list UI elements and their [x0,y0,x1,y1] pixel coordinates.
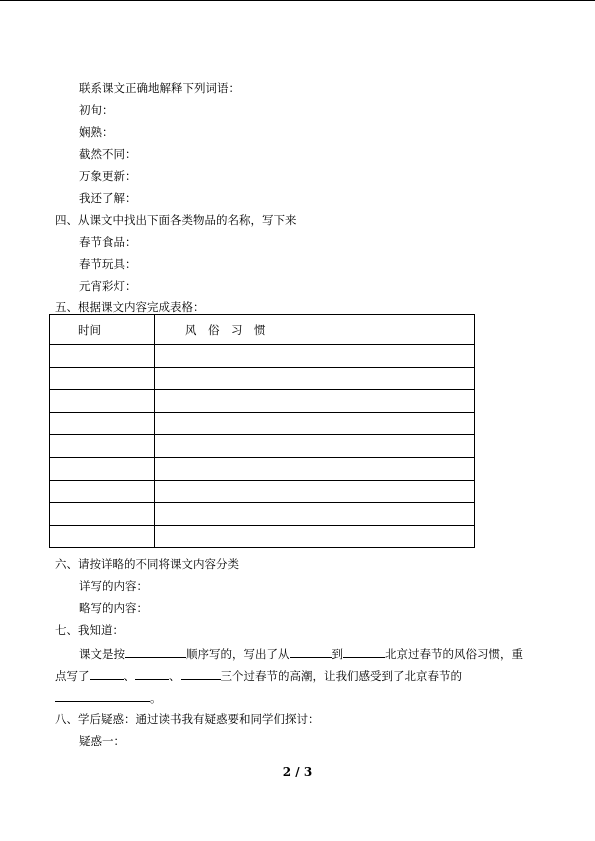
word-item: 我还了解： [79,191,137,205]
time-cell[interactable] [50,435,155,458]
section-4-item: 春节玩具： [79,257,137,271]
section-7-line-2 [55,667,462,684]
section-6-item: 略写的内容： [79,601,148,615]
section-6-item: 详写的内容： [79,579,148,593]
customs-cell[interactable] [155,412,475,435]
customs-cell[interactable] [155,390,475,413]
separator: 、 [169,669,181,683]
text-segment: 顺序写的，写出了从 [186,647,290,661]
time-cell[interactable] [50,412,155,435]
text-segment: 北京过春节的风俗习惯，重 [385,647,523,661]
fill-blank[interactable] [343,645,385,658]
customs-cell[interactable] [155,525,475,548]
intro-instruction: 联系课文正确地解释下列词语： [79,81,240,95]
table-row [50,367,475,390]
section-4-item: 春节食品： [79,235,137,249]
header-customs: 风 俗 习 惯 [155,315,475,345]
word-item: 初旬： [79,103,114,117]
customs-cell[interactable] [155,345,475,368]
word-item: 娴熟： [79,125,114,139]
table-header-row [50,315,475,345]
time-cell[interactable] [50,480,155,503]
table-row [50,525,475,548]
table-row [50,435,475,458]
text-segment: 点写了 [55,669,90,683]
section-8-item: 疑惑一： [79,734,125,748]
time-cell[interactable] [50,390,155,413]
table-row [50,345,475,368]
time-cell[interactable] [50,345,155,368]
fill-blank[interactable] [90,667,124,680]
time-cell[interactable] [50,503,155,526]
customs-cell[interactable] [155,503,475,526]
fill-blank[interactable] [181,667,221,680]
customs-table [49,314,475,548]
customs-cell[interactable] [155,435,475,458]
time-cell[interactable] [50,367,155,390]
section-7-line-1 [79,645,523,662]
section-8-title: 八、学后疑惑：通过读书我有疑惑要和同学们探讨： [55,712,320,726]
table-row [50,412,475,435]
table-row [50,480,475,503]
table-row [50,390,475,413]
fill-blank[interactable] [290,645,332,658]
section-7-title: 七、我知道： [55,623,124,637]
page-number: 2 / 3 [282,765,313,779]
table-body [50,345,475,548]
time-cell[interactable] [50,457,155,480]
text-segment: 课文是按 [79,647,125,661]
section-4-title: 四、从课文中找出下面各类物品的名称，写下来 [55,213,297,227]
section-4-item: 元宵彩灯： [79,279,137,293]
text-segment: 。 [150,691,162,705]
text-segment: 三个过春节的高潮，让我们感受到了北京春节的 [220,669,462,683]
table-row [50,503,475,526]
section-7-line-3 [55,689,162,706]
time-cell[interactable] [50,525,155,548]
fill-blank[interactable] [135,667,169,680]
header-time: 时间 [50,315,155,345]
customs-cell[interactable] [155,457,475,480]
table-row [50,457,475,480]
customs-cell[interactable] [155,480,475,503]
word-item: 万象更新： [79,169,137,183]
customs-cell[interactable] [155,367,475,390]
top-rule [0,0,595,1]
separator: 、 [123,669,135,683]
fill-blank[interactable] [125,645,186,658]
section-5-title: 五、根据课文内容完成表格： [55,300,205,314]
fill-blank[interactable] [55,689,150,702]
word-item: 截然不同： [79,147,137,161]
section-6-title: 六、请按详略的不同将课文内容分类 [55,557,239,571]
text-segment: 到 [331,647,343,661]
